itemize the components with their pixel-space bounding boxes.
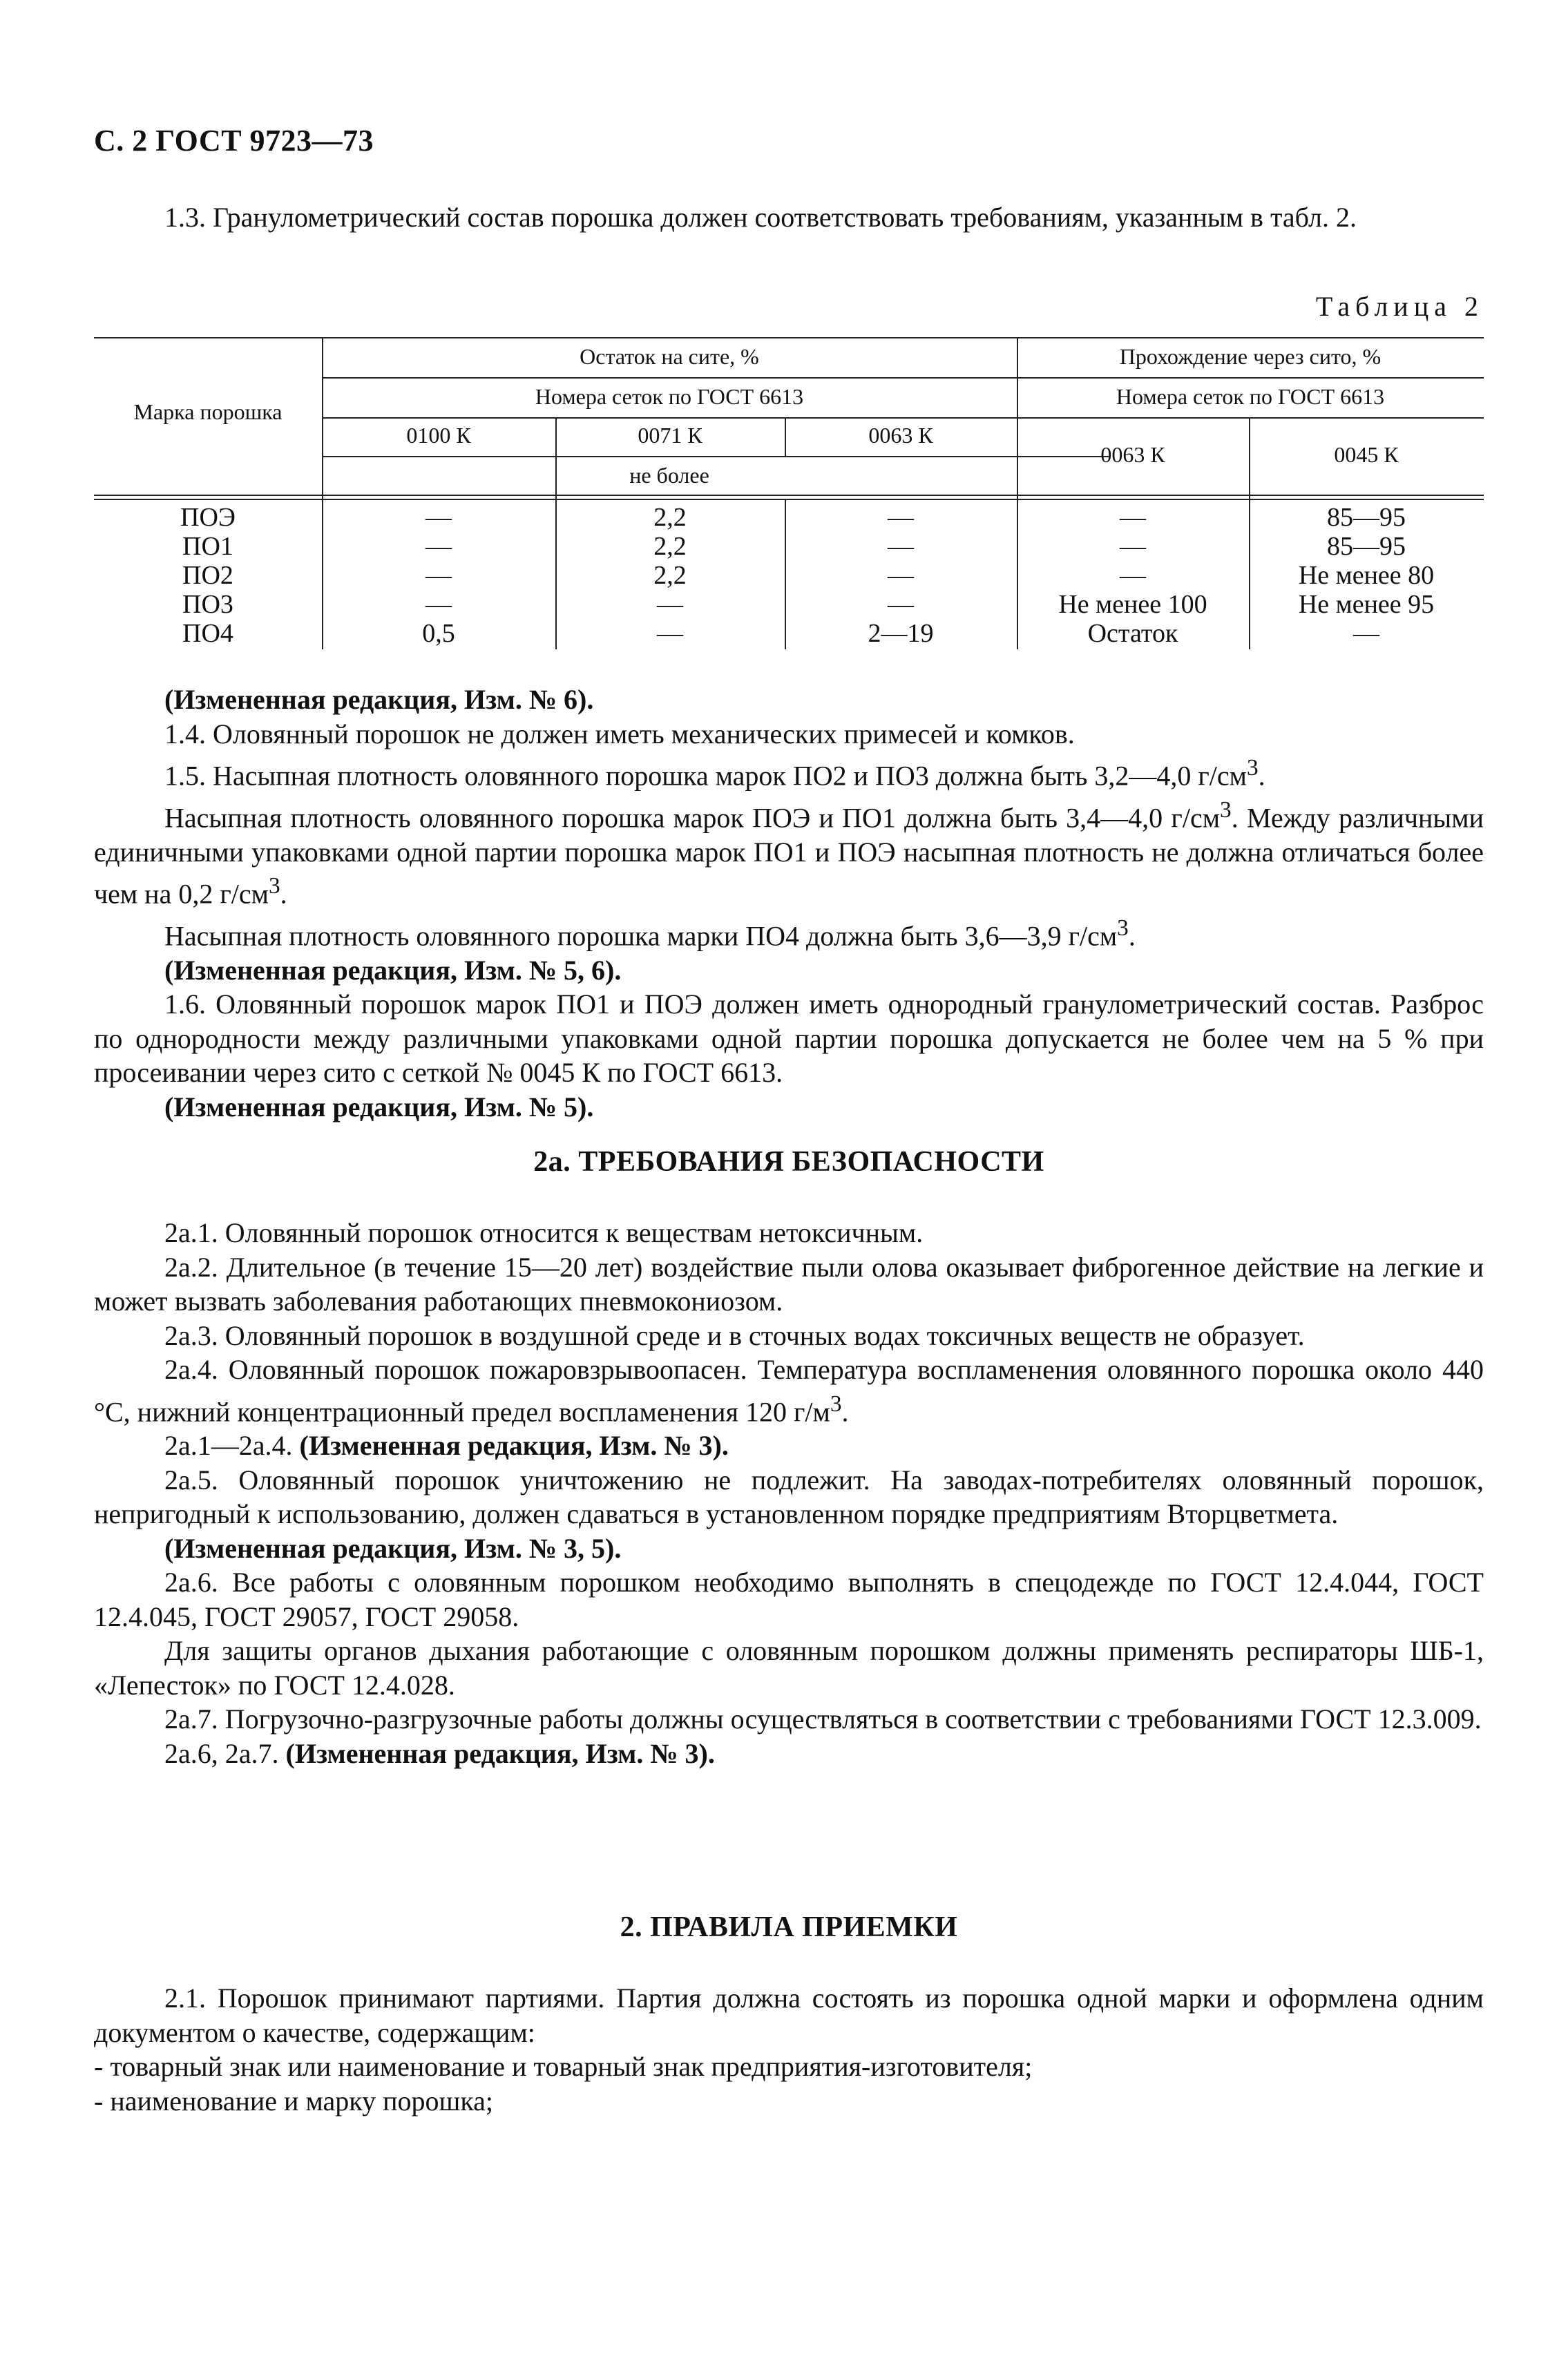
- table-cell: —: [1120, 532, 1146, 561]
- table-caption: Таблица 2: [1315, 291, 1484, 322]
- paragraph-1-5-b: [94, 793, 1484, 911]
- paragraph-1-4: 1.4. Оловянный порошок не должен иметь механических примесей и комков.: [164, 718, 1075, 749]
- superscript: 3: [1246, 755, 1259, 781]
- change-note: (Измененная редакция, Изм. № 5, 6).: [164, 954, 622, 986]
- header-not-more: не более: [629, 463, 709, 488]
- header-size-0071: 0071 К: [638, 423, 702, 448]
- header-brand: Марка порошка: [133, 399, 283, 424]
- section-2a-title: 2а. ТРЕБОВАНИЯ БЕЗОПАСНОСТИ: [533, 1146, 1044, 1178]
- table-cell: ПО4: [182, 619, 233, 648]
- paragraph-text: .: [841, 1395, 849, 1427]
- column-0045: [1249, 503, 1484, 648]
- table-cell: —: [426, 503, 452, 532]
- section-1-text: [94, 682, 1484, 1124]
- intro-text: [94, 200, 1484, 235]
- column-0071: [555, 503, 785, 648]
- change-note: [94, 1737, 1484, 1771]
- list-item: - наименование и марку порошка;: [94, 2085, 494, 2117]
- header-size-0100: 0100 К: [406, 423, 471, 448]
- paragraph-2-1: 2.1. Порошок принимают партиями. Партия должна состоять из порошка одной марки и оформлена одним документом о качестве, содержащим:: [94, 1983, 1484, 2048]
- table-cell: ПОЭ: [180, 503, 236, 532]
- table-cell: 85—95: [1327, 503, 1406, 532]
- header-mesh-residue: Номера сеток по ГОСТ 6613: [535, 384, 804, 409]
- table-cell: —: [888, 532, 914, 561]
- note-prefix: 2а.6, 2а.7.: [164, 1737, 286, 1769]
- header-mesh-passage: Номера сеток по ГОСТ 6613: [1116, 384, 1385, 409]
- note-bold: (Измененная редакция, Изм. № 3).: [285, 1737, 715, 1769]
- table-cell: —: [657, 619, 683, 648]
- paragraph-2a-1: 2а.1. Оловянный порошок относится к веществам нетоксичным.: [164, 1217, 924, 1248]
- paragraph-text: .: [280, 878, 287, 910]
- superscript: 3: [268, 873, 280, 899]
- paragraph-2a-5: 2а.5. Оловянный порошок уничтожению не подлежит. На заводах-потребителях оловянный порошок, непригодный к использованию, должен сдаваться в установленном порядке предприятиям Вторцветмета.: [94, 1464, 1484, 1530]
- header-residue: Остаток на сите, %: [580, 344, 759, 369]
- change-note: [94, 1429, 1484, 1463]
- change-note: (Измененная редакция, Изм. № 6).: [164, 684, 594, 715]
- section-2-title: 2. ПРАВИЛА ПРИЕМКИ: [620, 1911, 958, 1943]
- table-cell: 2,2: [653, 503, 687, 532]
- paragraph-2a-2: 2а.2. Длительное (в течение 15—20 лет) воздействие пыли олова оказывает фиброгенное действие на легкие и может вызвать заболевания работающих пневмокониозом.: [94, 1251, 1484, 1317]
- table-cell: 85—95: [1327, 532, 1406, 561]
- paragraph-1-5: [94, 751, 1484, 793]
- superscript: 3: [1117, 915, 1129, 941]
- change-note: (Измененная редакция, Изм. № 3, 5).: [164, 1532, 622, 1564]
- header-size-0063-residue: 0063 К: [868, 423, 933, 448]
- paragraph-text: Насыпная плотность оловянного порошка марки ПО4 должна быть 3,6—3,9 г/см: [164, 920, 1118, 952]
- paragraph-text: .: [1128, 920, 1136, 952]
- paragraph-1-6: 1.6. Оловянный порошок марок ПО1 и ПОЭ должен иметь однородный гранулометрический состав. Разброс по однородности между различными упаковками одной партии порошка допускается не более чем на 5 % при просеивании через сито с сеткой № 0045 К по ГОСТ 6613.: [94, 988, 1484, 1089]
- table-cell: —: [657, 590, 683, 619]
- table-cell: —: [1120, 503, 1146, 532]
- table-cell: —: [426, 590, 452, 619]
- table-cell: —: [426, 532, 452, 561]
- table-cell: —: [1120, 561, 1146, 590]
- paragraph-2a-6-b: Для защиты органов дыхания работающие с оловянным порошком должны применять респираторы ШБ-1, «Лепесток» по ГОСТ 12.4.028.: [94, 1635, 1484, 1701]
- column-0063-residue: [785, 503, 1017, 648]
- paragraph-1-5-c: [94, 911, 1484, 953]
- table-cell: 2,2: [653, 561, 687, 590]
- granulometry-table: [94, 337, 1484, 649]
- header-passage: Прохождение через сито, %: [1119, 344, 1381, 369]
- table-cell: Остаток: [1087, 619, 1178, 648]
- paragraph-text: . Между различными единичными упаковками одной партии порошка марок ПО1 и ПОЭ насыпная плотность не должна отличаться более чем на 0,2 г/см: [94, 802, 1484, 910]
- superscript: 3: [1220, 796, 1232, 823]
- paragraph-2a-4: [94, 1353, 1484, 1429]
- superscript: 3: [830, 1391, 842, 1417]
- paragraph-text: 1.5. Насыпная плотность оловянного порошка марок ПО2 и ПО3 должна быть 3,2—4,0 г/см: [164, 760, 1247, 792]
- table-cell: 2—19: [868, 619, 934, 648]
- table-cell: ПО3: [182, 590, 233, 619]
- table-cell: —: [888, 561, 914, 590]
- table-cell: ПО1: [182, 532, 233, 561]
- column-0100: [322, 503, 555, 648]
- section-2a-text: [94, 1216, 1484, 1770]
- paragraph-text: 2а.4. Оловянный порошок пожаровзрывоопасен. Температура воспламенения оловянного порошка около 440 °С, нижний концентрационный предел воспламенения 120 г/м: [94, 1354, 1484, 1427]
- paragraph-text: .: [1258, 760, 1265, 792]
- header-size-0045: 0045 К: [1334, 442, 1399, 467]
- table-cell: Не менее 100: [1058, 590, 1207, 619]
- table-cell: ПО2: [182, 561, 233, 590]
- change-note: (Измененная редакция, Изм. № 5).: [164, 1091, 594, 1122]
- note-bold: (Измененная редакция, Изм. № 3).: [299, 1430, 729, 1462]
- table-cell: —: [1353, 619, 1379, 648]
- table-cell: 2,2: [653, 532, 687, 561]
- table-cell: Не менее 80: [1298, 561, 1435, 590]
- paragraph-text: Насыпная плотность оловянного порошка марок ПОЭ и ПО1 должна быть 3,4—4,0 г/см: [164, 802, 1221, 834]
- paragraph-2a-3: 2а.3. Оловянный порошок в воздушной среде и в сточных водах токсичных веществ не образует.: [164, 1319, 1305, 1351]
- header-size-0063-passage: 0063 К: [1100, 442, 1165, 467]
- column-0063-passage: [1017, 503, 1249, 648]
- section-2-text: [94, 1981, 1484, 2118]
- note-prefix: 2а.1—2а.4.: [164, 1430, 300, 1462]
- table-cell: —: [888, 590, 914, 619]
- paragraph-2a-6: 2а.6. Все работы с оловянным порошком необходимо выполнять в спецодежде по ГОСТ 12.4.044, ГОСТ 12.4.045, ГОСТ 29057, ГОСТ 29058.: [94, 1567, 1484, 1632]
- page-header: С. 2 ГОСТ 9723—73: [94, 124, 374, 157]
- table-cell: Не менее 95: [1298, 590, 1435, 619]
- list-item: - товарный знак или наименование и товарный знак предприятия-изготовителя;: [94, 2051, 1033, 2082]
- column-brand: [94, 503, 322, 648]
- paragraph-1-3: 1.3. Гранулометрический состав порошка должен соответствовать требованиям, указанным в табл. 2.: [164, 202, 1357, 233]
- table-cell: —: [426, 561, 452, 590]
- table-cell: 0,5: [422, 619, 455, 648]
- paragraph-2a-7: 2а.7. Погрузочно-разгрузочные работы должны осуществляться в соответствии с требованиями ГОСТ 12.3.009.: [164, 1703, 1482, 1735]
- table-cell: —: [888, 503, 914, 532]
